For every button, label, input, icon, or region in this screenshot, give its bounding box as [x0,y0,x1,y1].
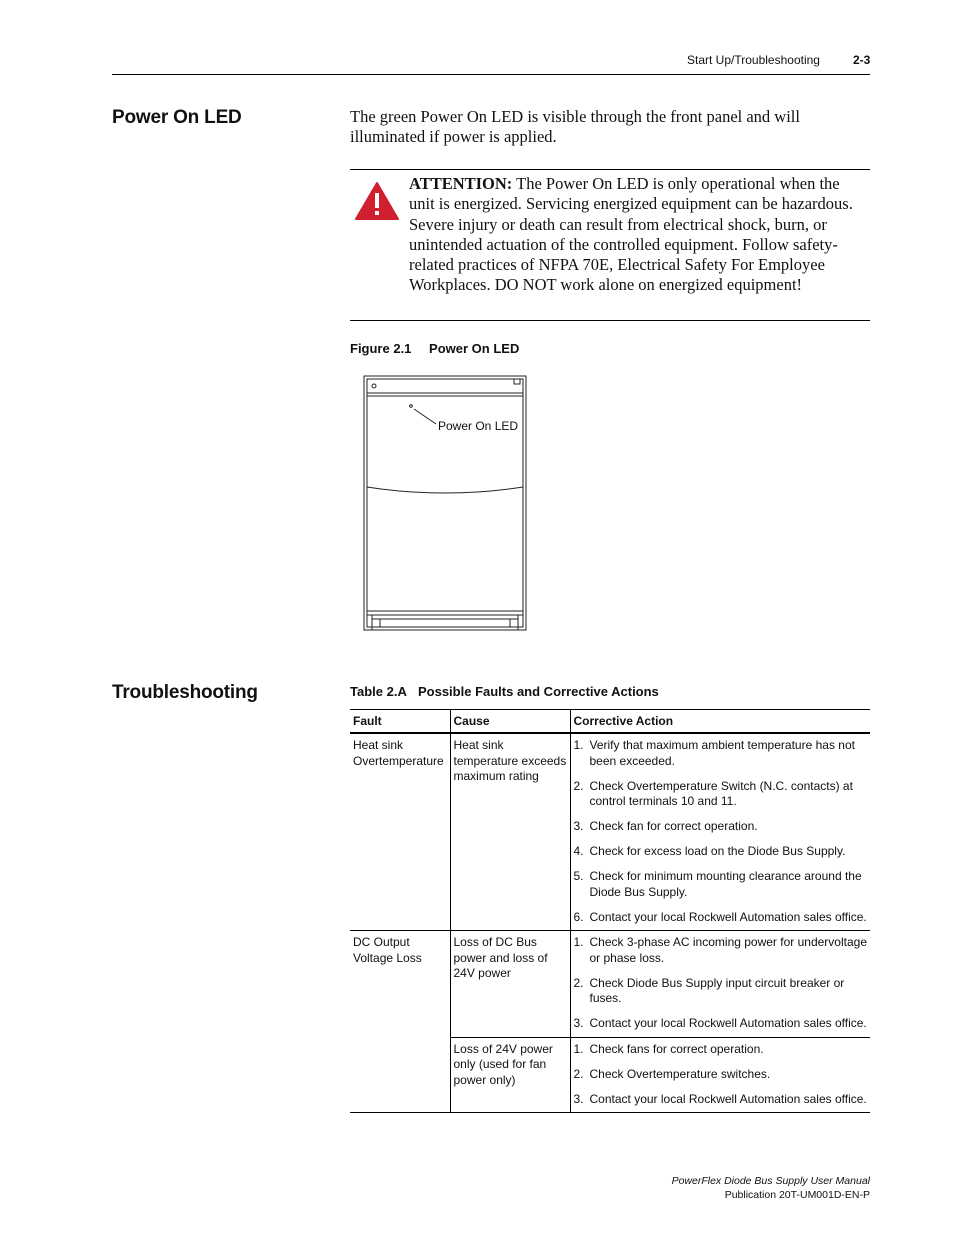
cause-cell: Loss of DC Bus power and loss of 24V power [450,931,570,1038]
action-step: 3. Contact your local Rockwell Automation sales office. [573,1016,867,1030]
action-step: 2. Check Diode Bus Supply input circuit breaker or fuses. [573,975,845,1005]
action-cell [570,1037,870,1113]
cause-cell: Heat sink temperature exceeds maximum rating [450,733,570,931]
action-step: 6. Contact your local Rockwell Automation sales office. [573,909,867,924]
action-step: 3. Check fan for correct operation. [573,819,758,833]
action-step: 1. Check fans for correct operation. [573,1041,764,1056]
power-on-led-heading: Power On LED [112,107,242,128]
power-on-led-body: The green Power On LED is visible through the front panel and will illuminated if power is applied. [350,107,800,147]
troubleshooting-heading: Troubleshooting [112,682,258,703]
action-step: 2. Check Overtemperature switches. [573,1066,771,1081]
column-header-action: Corrective Action [570,710,870,733]
fault-cell: Heat sink Overtemperature [353,738,444,768]
cause-cell: Loss of 24V power only (used for fan power only) [450,1037,570,1113]
action-step: 3. Contact your local Rockwell Automation sales office. [573,1091,867,1106]
fault-cell: DC Output Voltage Loss [353,935,422,965]
faults-table [350,710,870,1113]
action-cell [570,931,870,1038]
column-header-fault: Fault [353,714,382,728]
attention-text [409,174,867,296]
power-on-led-figure [362,375,530,633]
action-step: 1. Verify that maximum ambient temperature has not been exceeded. [573,738,855,768]
column-header-cause: Cause [450,710,570,733]
header-rule [112,74,870,75]
table-bottom-rule [350,1113,870,1114]
footer-manual-title: PowerFlex Diode Bus Supply User Manual [671,1175,870,1187]
table-caption [350,684,659,699]
table-row [350,931,870,1038]
action-step: 5. Check for minimum mounting clearance around the Diode Bus Supply. [573,869,862,899]
attention-body: The Power On LED is only operational when the unit is energized. Servicing energized equipment can be hazardous. Severe injury or death can result from electrical shock, burn, or unintended actuation of the controlled equipment. Follow safety-related practices of NFPA 70E, Electrical Safety For Employee Workplaces. DO NOT work alone on energized equipment! [409,174,853,295]
action-step: 4. Check for excess load on the Diode Bus Supply. [573,844,846,858]
warning-triangle-icon [354,180,400,222]
figure-number: Figure 2.1 [350,341,412,356]
led-callout-label: Power On LED [438,419,519,433]
table-title: Possible Faults and Corrective Actions [417,684,659,699]
table-header-row [350,710,870,733]
page-number: 2-3 [853,53,871,67]
attention-label: ATTENTION: [409,174,513,193]
figure-caption [350,341,519,356]
table-row [350,733,870,931]
action-step: 2. Check Overtemperature Switch (N.C. contacts) at control terminals 10 and 11. [573,778,853,808]
action-cell [570,733,870,931]
figure-title: Power On LED [429,341,520,356]
table-number: Table 2.A [350,684,407,699]
attention-bottom-rule [350,320,870,321]
footer-publication: Publication 20T-UM001D-EN-P [724,1189,870,1201]
attention-top-rule [350,169,870,170]
running-header-title: Start Up/Troubleshooting [687,53,820,67]
action-step: 1. Check 3-phase AC incoming power for undervoltage or phase loss. [573,935,867,965]
